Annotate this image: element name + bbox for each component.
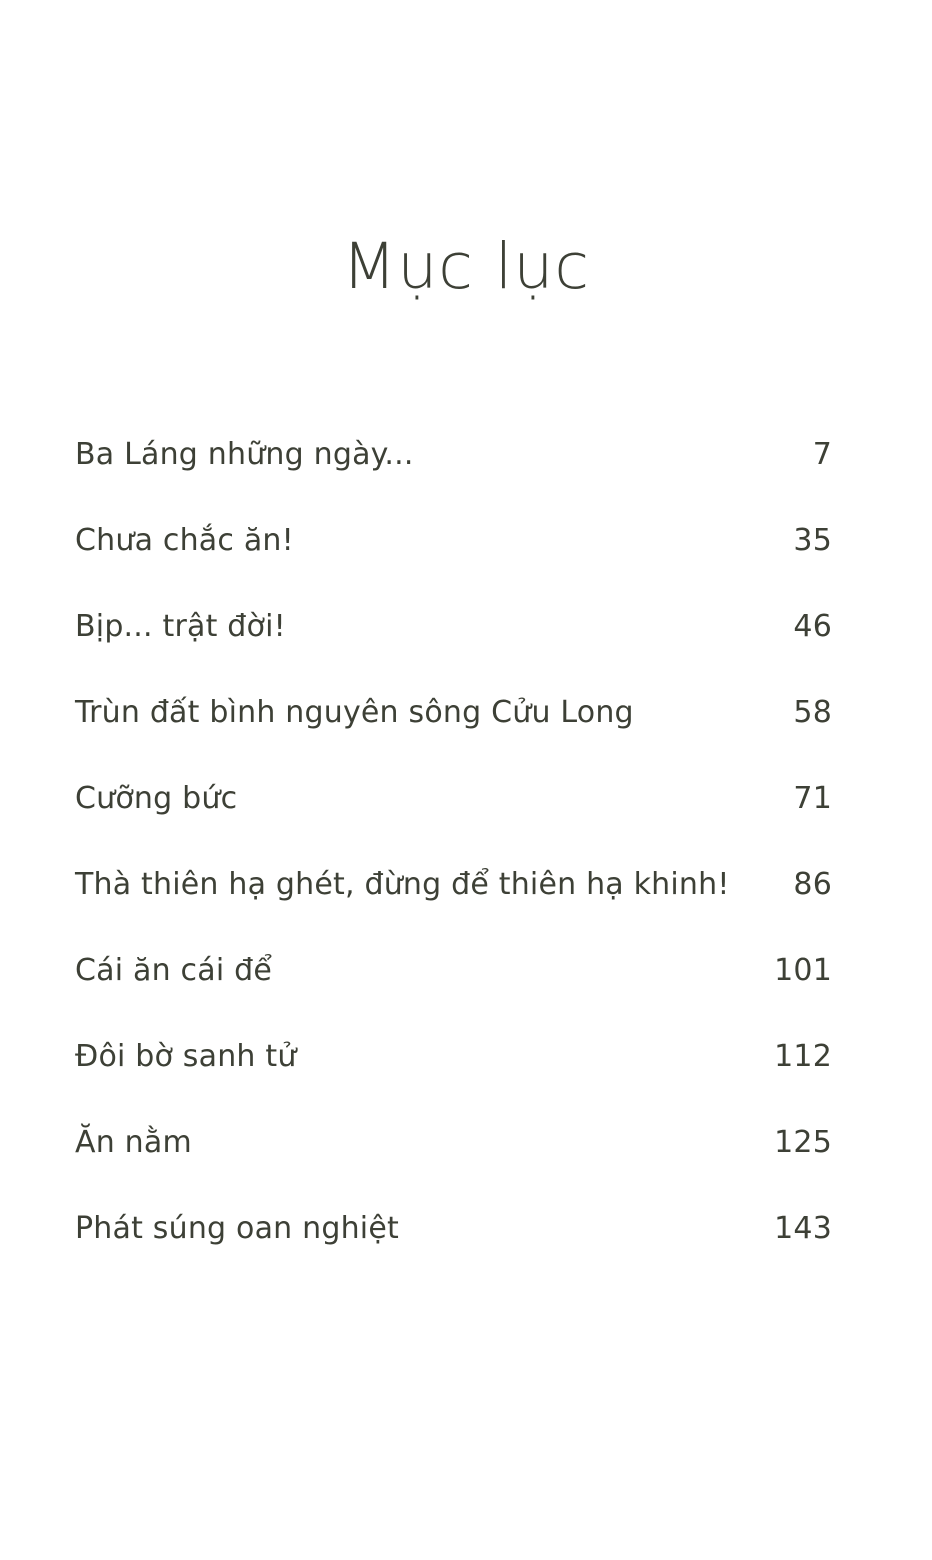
toc-entry[interactable]: [75, 584, 832, 670]
toc-leader-dots: [416, 434, 778, 464]
toc-entry-label: Thà thiên hạ ghét, đừng để thiên hạ khinh!: [75, 867, 730, 902]
toc-entry[interactable]: [75, 670, 832, 756]
toc-leader-dots: [194, 1122, 772, 1152]
toc-entry-label: Ăn nằm: [75, 1125, 192, 1160]
toc-entry-page: 35: [793, 523, 832, 558]
toc-entry-page: 101: [774, 953, 832, 988]
toc-entry[interactable]: [75, 928, 832, 1014]
toc-entry-page: 112: [774, 1039, 832, 1074]
toc-entry-label: Bịp... trật đời!: [75, 609, 286, 644]
toc-leader-dots: [288, 606, 778, 636]
toc-leader-dots: [296, 520, 778, 550]
toc-entry-page: 86: [793, 867, 832, 902]
toc-entry[interactable]: [75, 412, 832, 498]
toc-entry[interactable]: [75, 756, 832, 842]
toc-entry[interactable]: [75, 1100, 832, 1186]
toc-entry-page: 58: [793, 695, 832, 730]
toc-entry-page: 46: [793, 609, 832, 644]
toc-entry-label: Cái ăn cái để: [75, 953, 272, 988]
toc-entry[interactable]: [75, 842, 832, 928]
toc-leader-dots: [274, 950, 772, 980]
toc-entry-page: 7: [812, 437, 832, 472]
toc-entry[interactable]: [75, 1014, 832, 1100]
toc-entry-page: 71: [793, 781, 832, 816]
toc-leader-dots: [732, 864, 778, 894]
page-title: Mục lục: [341, 230, 591, 303]
toc-entry-label: Ba Láng những ngày...: [75, 437, 414, 472]
toc-leader-dots: [401, 1208, 772, 1238]
toc-leader-dots: [299, 1036, 773, 1066]
table-of-contents: [75, 412, 832, 1272]
toc-entry-label: Chưa chắc ăn!: [75, 523, 294, 558]
toc-entry-label: Trùn đất bình nguyên sông Cửu Long: [75, 695, 634, 730]
toc-entry[interactable]: [75, 498, 832, 584]
toc-entry-label: Phát súng oan nghiệt: [75, 1211, 399, 1246]
toc-entry-label: Đôi bờ sanh tử: [75, 1039, 297, 1074]
toc-entry[interactable]: [75, 1186, 832, 1272]
toc-entry-label: Cưỡng bức: [75, 781, 238, 816]
toc-leader-dots: [239, 778, 778, 808]
toc-entry-page: 125: [774, 1125, 832, 1160]
toc-entry-page: 143: [774, 1211, 832, 1246]
toc-leader-dots: [636, 692, 778, 722]
